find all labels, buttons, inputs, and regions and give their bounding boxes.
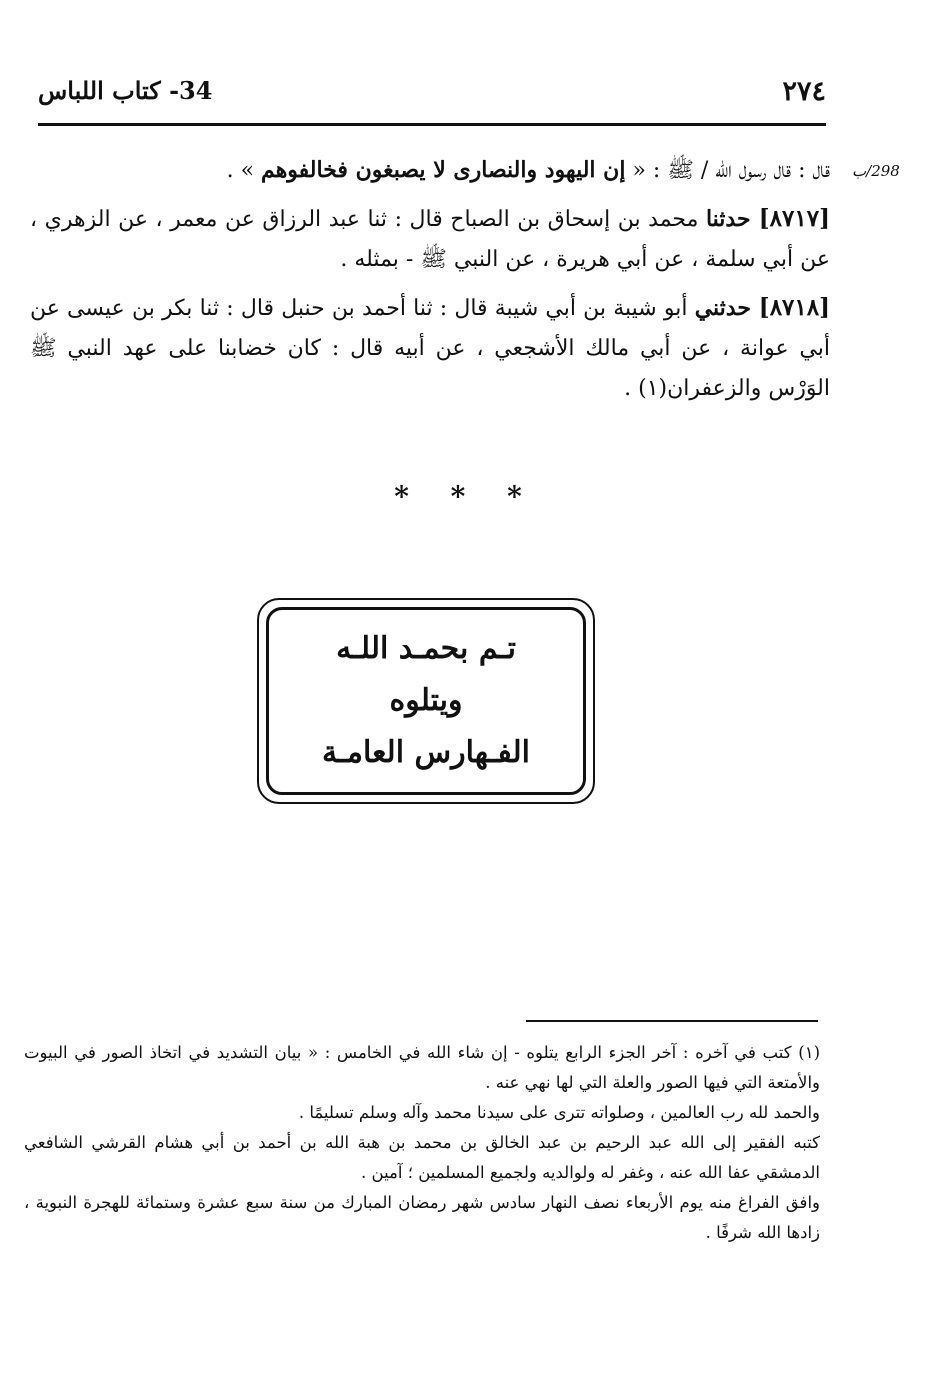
footnote-line: (١) كتب في آخره : آخر الجزء الرابع يتلوه - إن شاء الله في الخامس : « بيان التشديد في اتخاذ الصور في البيوت والأمتعة التي فيها الصور والعلة التي لها نهي عنه . (24, 1043, 820, 1092)
colophon-inner-frame (266, 607, 586, 795)
chapter-title: 34- كتاب اللباس (38, 76, 213, 105)
hadith-paragraph (30, 288, 830, 409)
footnote-line: والحمد لله رب العالمين ، وصلواته تترى على سيدنا محمد وآله وسلم تسليمًا . (298, 1103, 820, 1122)
footnotes (24, 1038, 820, 1248)
hadith-paragraph (30, 150, 830, 191)
main-text (30, 150, 830, 417)
colophon-frame (257, 598, 595, 804)
header-rule (38, 123, 826, 126)
paragraph-lead: حدثنا (705, 206, 759, 232)
colophon-line: ويتلوه (389, 683, 463, 718)
manuscript-folio-ref: 298/ب (852, 162, 900, 180)
footnote-line: وافق الفراغ منه يوم الأربعاء نصف النهار سادس شهر رمضان المبارك من سنة سبع عشرة وستمائة للهجرة النبوية ، زادها الله شرفًا . (24, 1193, 820, 1242)
section-separator: * * * (394, 480, 538, 513)
paragraph-text: » . (226, 158, 262, 183)
colophon-line: تـم بحمـد اللـه (336, 631, 516, 666)
page-number: ٢٧٤ (782, 76, 826, 107)
paragraph-number: [٨٧١٧] (758, 205, 830, 232)
footnote-rule (526, 1020, 818, 1022)
paragraph-text: محمد بن إسحاق بن الصباح قال : ثنا عبد الرزاق عن معمر ، عن الزهري ، عن أبي سلمة ، عن أبي هريرة ، عن النبي ﷺ - بمثله . (30, 207, 830, 272)
paragraph-lead: حدثني (694, 295, 759, 321)
footnote-line: كتبه الفقير إلى الله عبد الرحيم بن عبد الخالق بن محمد بن هبة الله بن أحمد بن أبي هشام القرشي الشافعي الدمشقي عفا الله عنه ، وغفر له ولوالديه ولجميع المسلمين ؛ آمين . (24, 1133, 820, 1182)
paragraph-lead: قال : قال رسول الله / ﷺ : « (625, 158, 830, 183)
hadith-paragraph (30, 199, 830, 280)
page-header (38, 70, 826, 116)
colophon-line: الفـهارس العامـة (322, 735, 530, 770)
paragraph-emphasis: إن اليهود والنصارى لا يصبغون فخالفوهم (261, 157, 626, 183)
paragraph-text: أبو شيبة بن أبي شيبة قال : ثنا أحمد بن حنبل قال : ثنا بكر بن عيسى عن أبي عوانة ، عن أبي مالك الأشجعي ، عن أبيه قال : كان خضابنا على عهد النبي ﷺ الوَرْس والزعفران(١) . (30, 296, 830, 401)
paragraph-number: [٨٧١٨] (758, 294, 830, 321)
